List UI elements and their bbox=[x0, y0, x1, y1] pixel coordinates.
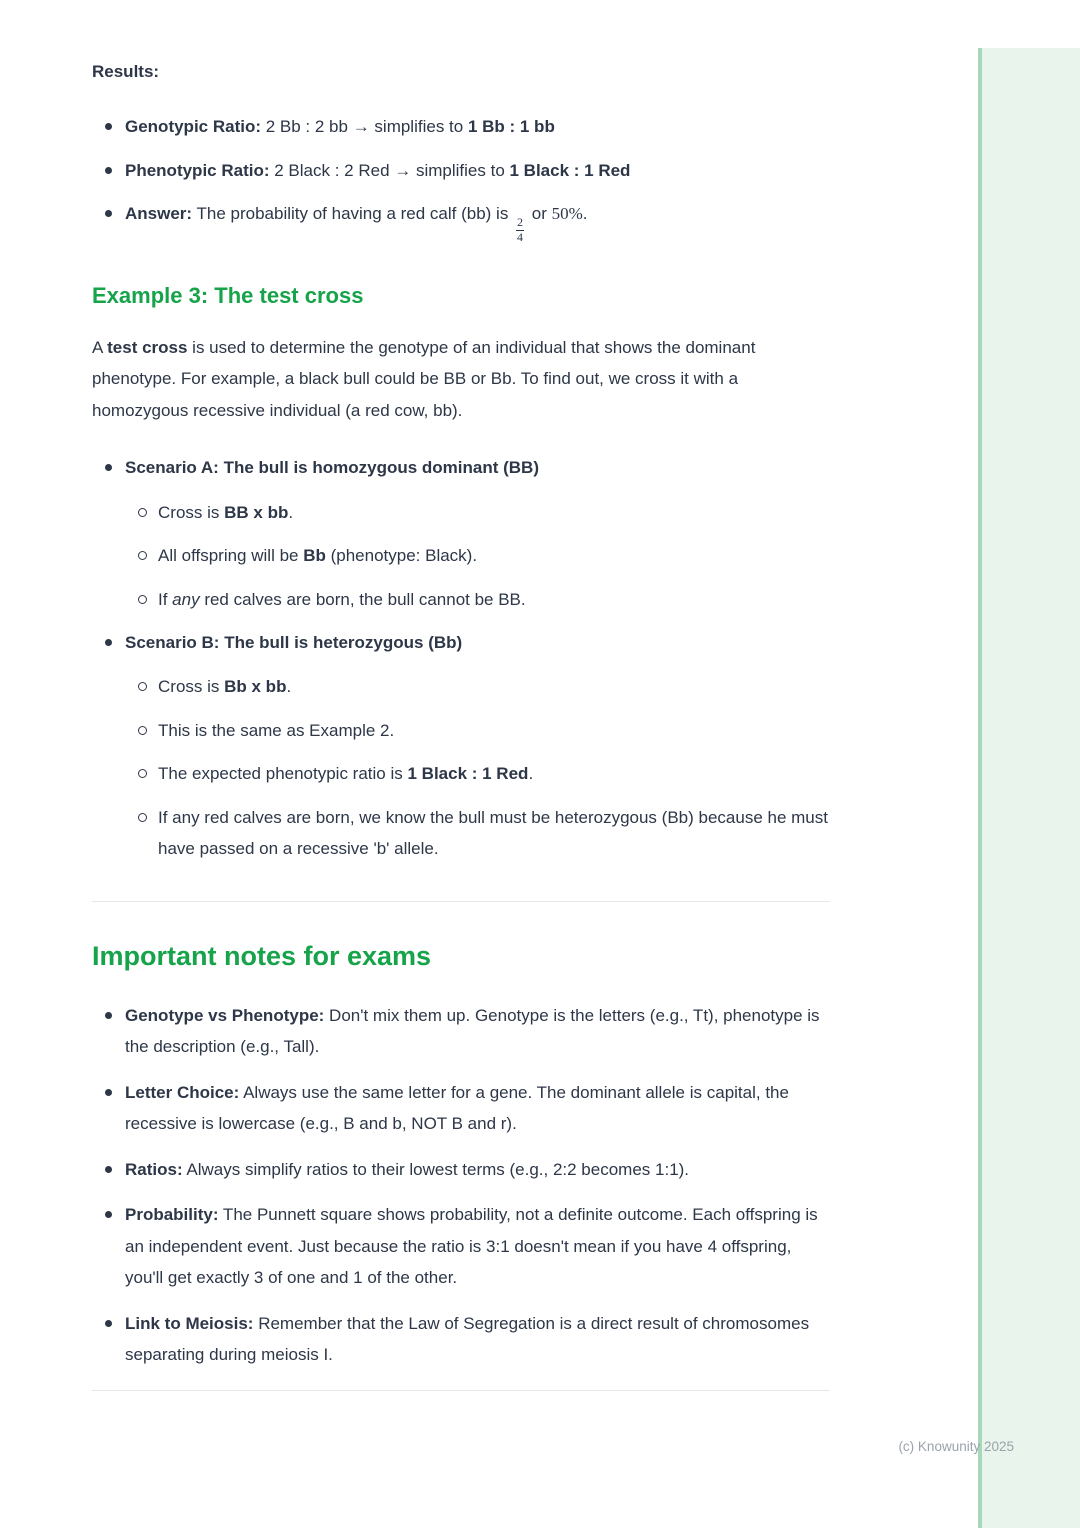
list-item bbox=[125, 1199, 830, 1293]
section-divider bbox=[92, 901, 830, 902]
list-item bbox=[125, 1154, 830, 1185]
example3-heading: Example 3: The test cross bbox=[92, 282, 364, 308]
list-item bbox=[125, 1308, 830, 1371]
scenario-title: Scenario A: The bull is homozygous dominant (BB) bbox=[125, 458, 539, 478]
copyright: (c) Knowunity 2025 bbox=[898, 1439, 1014, 1454]
list-item bbox=[158, 715, 830, 746]
list-item-text: The expected phenotypic ratio is 1 Black : 1 Red. bbox=[158, 764, 534, 784]
list-item-text: Letter Choice: Always use the same letter for a gene. The dominant allele is capital, the recessive is lowercase (e.g., B and b, NOT B and r). bbox=[125, 1082, 789, 1134]
notes-list bbox=[92, 1000, 830, 1370]
list-item bbox=[158, 758, 830, 789]
list-item-text: This is the same as Example 2. bbox=[158, 720, 395, 740]
list-item-text: Genotypic Ratio: 2 Bb : 2 bb → simplifies to 1 Bb : 1 bb bbox=[125, 117, 555, 137]
list-item-text: Answer: The probability of having a red calf (bb) is $\frac{2}{4}$ or 50%. bbox=[125, 204, 588, 245]
list-item bbox=[158, 497, 830, 528]
list-item-text: Genotype vs Phenotype: Don't mix them up. Genotype is the letters (e.g., Tt), phenotype is the description (e.g., Tall). bbox=[125, 1006, 820, 1057]
list-item-scenario-b bbox=[125, 627, 830, 865]
notes-heading: Important notes for exams bbox=[92, 940, 432, 971]
list-item-text: If any red calves are born, the bull cannot be BB. bbox=[158, 589, 526, 609]
list-item bbox=[158, 671, 830, 702]
list-item-text: Cross is BB x bb. bbox=[158, 502, 294, 522]
scenario-title: Scenario B: The bull is heterozygous (Bb) bbox=[125, 632, 463, 652]
list-item bbox=[125, 198, 830, 245]
list-item bbox=[158, 540, 830, 571]
list-item-text: Link to Meiosis: Remember that the Law of Segregation is a direct result of chromosomes separating during meiosis I. bbox=[125, 1313, 810, 1364]
list-item bbox=[158, 802, 830, 865]
list-item bbox=[125, 1000, 830, 1063]
list-item bbox=[125, 111, 830, 142]
list-item-text: Probability: The Punnett square shows probability, not a definite outcome. Each offspring is an independent event. Just because the ratio is 3:1 doesn't mean if you have 4 offspring, you'll get exactly 3 of one and 1 of the other. bbox=[125, 1205, 818, 1288]
list-item-text: Cross is Bb x bb. bbox=[158, 677, 292, 697]
list-item-text: If any red calves are born, we know the bull must be heterozygous (Bb) because he must have passed on a recessive 'b' allele. bbox=[158, 807, 828, 859]
list-item bbox=[125, 155, 830, 186]
document-content bbox=[92, 0, 830, 1391]
list-item-text: Ratios: Always simplify ratios to their lowest terms (e.g., 2:2 becomes 1:1). bbox=[125, 1159, 690, 1179]
results-heading: Results: bbox=[92, 62, 160, 81]
example3-intro: A test cross is used to determine the genotype of an individual that shows the dominant phenotype. For example, a black bull could be BB or Bb. To find out, we cross it with a homozygous recessive individual (a red cow, bb). bbox=[92, 337, 756, 420]
fraction: $\frac{2}{4}$ bbox=[517, 215, 524, 245]
list-item bbox=[125, 1077, 830, 1140]
scenario-b-points bbox=[125, 671, 830, 864]
page-edge-strip bbox=[978, 48, 1080, 1528]
list-item-scenario-a bbox=[125, 452, 830, 615]
list-item-text: All offspring will be Bb (phenotype: Black). bbox=[158, 546, 478, 566]
results-list bbox=[92, 111, 830, 244]
scenario-a-points bbox=[125, 497, 830, 615]
list-item-text: Phenotypic Ratio: 2 Black : 2 Red → simplifies to 1 Black : 1 Red bbox=[125, 160, 631, 180]
footer-divider bbox=[92, 1390, 830, 1391]
scenario-list bbox=[92, 452, 830, 864]
list-item bbox=[158, 584, 830, 615]
